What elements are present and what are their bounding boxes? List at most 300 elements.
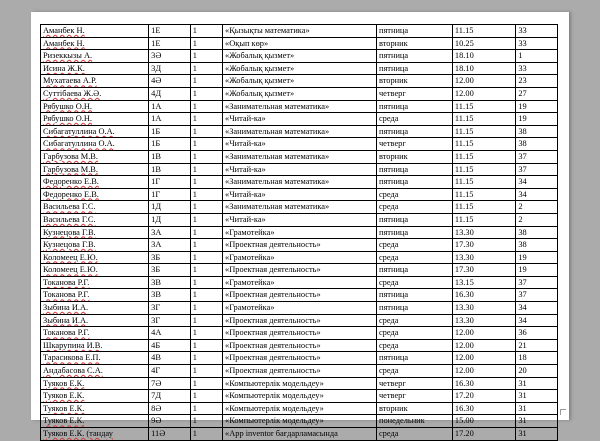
page-corner-mark xyxy=(560,409,566,415)
hours-cell[interactable]: 1 xyxy=(190,163,222,176)
hours-cell[interactable]: 1 xyxy=(190,50,222,63)
room-cell[interactable]: 20 xyxy=(516,365,558,378)
class-cell[interactable]: 7Ә xyxy=(149,377,191,390)
teacher-name-text: Мухатаева А.Р. xyxy=(43,76,97,86)
course-cell[interactable]: «Читай-ка» xyxy=(223,188,377,201)
table-row xyxy=(41,138,558,151)
hours-cell[interactable]: 1 xyxy=(190,314,222,327)
room-cell[interactable]: 37 xyxy=(516,163,558,176)
day-cell[interactable]: среда xyxy=(376,314,452,327)
hours-cell[interactable]: 1 xyxy=(190,289,222,302)
time-cell[interactable]: 10.25 xyxy=(452,37,515,50)
room-cell[interactable]: 38 xyxy=(516,138,558,151)
room-cell[interactable]: 33 xyxy=(516,62,558,75)
teacher-name-text: Кузнецова Г.В. xyxy=(43,227,96,237)
time-cell[interactable]: 13.30 xyxy=(452,314,515,327)
table-row xyxy=(41,377,558,390)
hours-cell[interactable]: 1 xyxy=(190,302,222,315)
course-cell[interactable]: «Проектная деятельность» xyxy=(223,314,377,327)
time-cell[interactable]: 16.30 xyxy=(452,289,515,302)
course-cell[interactable]: «Грамотейка» xyxy=(223,302,377,315)
class-cell[interactable]: 1Д xyxy=(149,201,191,214)
day-cell[interactable]: пятница xyxy=(376,125,452,138)
table-row xyxy=(41,113,558,126)
time-cell[interactable]: 11.15 xyxy=(452,138,515,151)
teacher-name-text: Тарасикова Е.П. xyxy=(43,353,101,363)
time-cell[interactable]: 13.30 xyxy=(452,251,515,264)
room-cell[interactable]: 37 xyxy=(516,289,558,302)
hours-cell[interactable]: 1 xyxy=(190,365,222,378)
table-row xyxy=(41,62,558,75)
room-cell[interactable]: 34 xyxy=(516,302,558,315)
table-row xyxy=(41,251,558,264)
course-cell[interactable]: «Читай-ка» xyxy=(223,163,377,176)
day-cell[interactable]: среда xyxy=(376,201,452,214)
day-cell[interactable]: понедельник xyxy=(376,415,452,428)
room-cell[interactable]: 19 xyxy=(516,264,558,277)
time-cell[interactable]: 11.15 xyxy=(452,150,515,163)
class-cell[interactable]: 7Д xyxy=(149,390,191,403)
room-cell[interactable]: 27 xyxy=(516,87,558,100)
room-cell[interactable]: 1 xyxy=(516,50,558,63)
course-cell[interactable]: «Читай-ка» xyxy=(223,213,377,226)
teacher-name-cell[interactable] xyxy=(41,302,149,315)
teacher-name-text: Гарбузова М.В. xyxy=(43,164,98,174)
teacher-name-text: Федоренко Е.В. xyxy=(43,177,99,187)
teacher-name-cell[interactable] xyxy=(41,377,149,390)
day-cell[interactable]: вторник xyxy=(376,150,452,163)
time-cell[interactable]: 18.10 xyxy=(452,62,515,75)
teacher-name-text: Сибагатуллина О.А. xyxy=(43,126,115,136)
hours-cell[interactable]: 1 xyxy=(190,201,222,214)
course-cell[interactable]: «Читай-ка» xyxy=(223,113,377,126)
day-cell[interactable]: среда xyxy=(376,113,452,126)
teacher-name-cell[interactable] xyxy=(41,75,149,88)
course-cell[interactable]: «Оқып көр» xyxy=(223,37,377,50)
room-cell[interactable]: 38 xyxy=(516,125,558,138)
day-cell[interactable]: пятница xyxy=(376,264,452,277)
time-cell[interactable]: 11.15 xyxy=(452,176,515,189)
teacher-name-cell[interactable] xyxy=(41,314,149,327)
hours-cell[interactable]: 1 xyxy=(190,390,222,403)
class-cell[interactable]: 1Б xyxy=(149,125,191,138)
teacher-name-cell[interactable] xyxy=(41,125,149,138)
hours-cell[interactable]: 1 xyxy=(190,150,222,163)
teacher-name-text: Туяков Е.К. xyxy=(43,416,85,426)
course-cell[interactable]: «Читай-ка» xyxy=(223,138,377,151)
course-cell[interactable]: «Қызықты математика» xyxy=(223,25,377,38)
class-cell[interactable]: 3Г xyxy=(149,314,191,327)
room-cell[interactable]: 2 xyxy=(516,201,558,214)
teacher-name-cell[interactable] xyxy=(41,352,149,365)
time-cell[interactable]: 12.00 xyxy=(452,339,515,352)
teacher-name-cell[interactable] xyxy=(41,37,149,50)
class-cell[interactable]: 3А xyxy=(149,226,191,239)
day-cell[interactable]: пятница xyxy=(376,62,452,75)
teacher-name-cell[interactable] xyxy=(41,176,149,189)
course-cell[interactable]: «Занимательная математика» xyxy=(223,100,377,113)
class-cell[interactable]: 3Б xyxy=(149,251,191,264)
class-cell[interactable]: 4Б xyxy=(149,339,191,352)
teacher-name-cell[interactable] xyxy=(41,188,149,201)
hours-cell[interactable]: 1 xyxy=(190,264,222,277)
teacher-name-cell[interactable] xyxy=(41,402,149,415)
time-cell[interactable]: 11.15 xyxy=(452,201,515,214)
day-cell[interactable]: пятница xyxy=(376,50,452,63)
course-cell[interactable]: «Компьютерлік модельдеу» xyxy=(223,402,377,415)
teacher-name-cell[interactable] xyxy=(41,150,149,163)
table-row xyxy=(41,302,558,315)
room-cell[interactable]: 33 xyxy=(516,37,558,50)
room-cell[interactable]: 31 xyxy=(516,377,558,390)
hours-cell[interactable]: 1 xyxy=(190,339,222,352)
teacher-name-cell[interactable] xyxy=(41,25,149,38)
teacher-name-cell[interactable] xyxy=(41,62,149,75)
teacher-name-text: Рябушко О.Н. xyxy=(43,101,92,111)
teacher-name-cell[interactable] xyxy=(41,264,149,277)
table-row xyxy=(41,25,558,38)
day-cell[interactable]: четверг xyxy=(376,390,452,403)
class-cell[interactable]: 4Ә xyxy=(149,75,191,88)
day-cell[interactable]: пятница xyxy=(376,213,452,226)
hours-cell[interactable]: 1 xyxy=(190,226,222,239)
teacher-name-cell[interactable] xyxy=(41,201,149,214)
course-cell[interactable]: «Занимательная математика» xyxy=(223,125,377,138)
day-cell[interactable]: среда xyxy=(376,239,452,252)
hours-cell[interactable]: 1 xyxy=(190,377,222,390)
time-cell[interactable]: 11.15 xyxy=(452,113,515,126)
teacher-name-text: Токанова Р.Г. xyxy=(43,328,90,338)
hours-cell[interactable]: 1 xyxy=(190,188,222,201)
table-row xyxy=(41,163,558,176)
table-row xyxy=(41,201,558,214)
room-cell[interactable]: 31 xyxy=(516,402,558,415)
day-cell[interactable]: среда xyxy=(376,339,452,352)
teacher-name-text: Федоренко Е.В. xyxy=(43,189,99,199)
time-cell[interactable]: 17.20 xyxy=(452,428,515,441)
room-cell[interactable]: 37 xyxy=(516,276,558,289)
teacher-name-cell[interactable] xyxy=(41,251,149,264)
course-cell[interactable]: «Проектная деятельность» xyxy=(223,264,377,277)
class-cell[interactable]: 1Д xyxy=(149,213,191,226)
teacher-name-cell[interactable] xyxy=(41,327,149,340)
class-cell[interactable]: 4Д xyxy=(149,87,191,100)
day-cell[interactable]: среда xyxy=(376,276,452,289)
hours-cell[interactable]: 1 xyxy=(190,239,222,252)
course-cell[interactable]: «Занимательная математика» xyxy=(223,176,377,189)
hours-cell[interactable]: 1 xyxy=(190,100,222,113)
table-row xyxy=(41,402,558,415)
hours-cell[interactable]: 1 xyxy=(190,276,222,289)
teacher-name-cell[interactable] xyxy=(41,87,149,100)
table-row xyxy=(41,188,558,201)
time-cell[interactable]: 11.15 xyxy=(452,25,515,38)
room-cell[interactable]: 18 xyxy=(516,352,558,365)
teacher-name-text: Туяков Е.К. (тандау xyxy=(43,429,113,438)
teacher-name-text: Туяков Е.К. xyxy=(43,378,85,388)
table-row xyxy=(41,365,558,378)
room-cell[interactable]: 34 xyxy=(516,176,558,189)
teacher-name-cell[interactable] xyxy=(41,163,149,176)
table-row xyxy=(41,100,558,113)
time-cell[interactable]: 13.30 xyxy=(452,226,515,239)
hours-cell[interactable]: 1 xyxy=(190,251,222,264)
class-cell[interactable]: 3А xyxy=(149,239,191,252)
teacher-name-cell[interactable] xyxy=(41,100,149,113)
course-cell[interactable]: «Занимательная математика» xyxy=(223,150,377,163)
class-cell[interactable]: 1А xyxy=(149,100,191,113)
room-cell[interactable]: 37 xyxy=(516,150,558,163)
teacher-name-cell[interactable] xyxy=(41,113,149,126)
time-cell[interactable]: 11.15 xyxy=(452,125,515,138)
course-cell[interactable]: «Жобалық қызмет» xyxy=(223,62,377,75)
class-cell[interactable]: 4Г xyxy=(149,365,191,378)
course-cell[interactable]: «Занимательная математика» xyxy=(223,201,377,214)
class-cell[interactable]: 3В xyxy=(149,276,191,289)
course-cell[interactable]: «Проектная деятельность» xyxy=(223,239,377,252)
class-cell[interactable]: 3В xyxy=(149,289,191,302)
hours-cell[interactable]: 1 xyxy=(190,176,222,189)
teacher-name-text: Андабасова С.А. xyxy=(43,366,103,376)
hours-cell[interactable]: 1 xyxy=(190,213,222,226)
room-cell[interactable]: 23 xyxy=(516,75,558,88)
teacher-name-text: Васильева Г.С. xyxy=(43,214,96,224)
course-cell[interactable]: «Компьютерлік модельдеу» xyxy=(223,377,377,390)
course-cell[interactable]: «Проектная деятельность» xyxy=(223,352,377,365)
class-cell[interactable]: 4А xyxy=(149,327,191,340)
teacher-name-cell[interactable] xyxy=(41,50,149,63)
course-cell[interactable]: «Грамотейка» xyxy=(223,276,377,289)
hours-cell[interactable]: 1 xyxy=(190,428,222,441)
room-cell[interactable]: 34 xyxy=(516,188,558,201)
teacher-name-text: Гарбузова М.В. xyxy=(43,151,98,161)
day-cell[interactable]: пятница xyxy=(376,352,452,365)
time-cell[interactable]: 12.00 xyxy=(452,365,515,378)
teacher-name-cell[interactable] xyxy=(41,138,149,151)
table-row xyxy=(41,226,558,239)
course-cell[interactable]: «Жобалық қызмет» xyxy=(223,50,377,63)
class-cell[interactable]: 3Б xyxy=(149,264,191,277)
hours-cell[interactable]: 1 xyxy=(190,113,222,126)
hours-cell[interactable]: 1 xyxy=(190,62,222,75)
hours-cell[interactable]: 1 xyxy=(190,327,222,340)
table-row xyxy=(41,352,558,365)
time-cell[interactable]: 16.30 xyxy=(452,402,515,415)
teacher-name-text: Ризеккызы А. xyxy=(43,51,93,61)
time-cell[interactable]: 11.15 xyxy=(452,188,515,201)
teacher-name-cell[interactable] xyxy=(41,289,149,302)
teacher-name-text: Суттібаева Ж.Ә. xyxy=(43,88,102,98)
teacher-name-text: Кузнецова Г.В. xyxy=(43,240,96,250)
schedule-table-body xyxy=(41,25,558,441)
day-cell[interactable]: четверг xyxy=(376,138,452,151)
table-row xyxy=(41,50,558,63)
class-cell[interactable]: 4В xyxy=(149,352,191,365)
time-cell[interactable]: 16.30 xyxy=(452,377,515,390)
room-cell[interactable]: 19 xyxy=(516,113,558,126)
teacher-name-cell[interactable] xyxy=(41,390,149,403)
class-cell[interactable]: 8Ә xyxy=(149,402,191,415)
time-cell[interactable]: 17.20 xyxy=(452,390,515,403)
table-row xyxy=(41,428,558,441)
table-row xyxy=(41,176,558,189)
teacher-name-text: Коломеец Е.Ю. xyxy=(43,252,98,262)
teacher-name-text: Туяков Е.К. xyxy=(43,403,85,413)
table-row xyxy=(41,37,558,50)
time-cell[interactable]: 13.15 xyxy=(452,276,515,289)
day-cell[interactable]: пятница xyxy=(376,176,452,189)
room-cell[interactable]: 34 xyxy=(516,314,558,327)
teacher-name-cell[interactable] xyxy=(41,415,149,428)
class-cell[interactable]: 11Ә xyxy=(149,428,191,441)
day-cell[interactable]: пятница xyxy=(376,25,452,38)
time-cell[interactable]: 17.30 xyxy=(452,264,515,277)
day-cell[interactable]: пятница xyxy=(376,100,452,113)
course-cell[interactable]: «Проектная деятельность» xyxy=(223,365,377,378)
course-cell[interactable]: «Проектная деятельность» xyxy=(223,339,377,352)
day-cell[interactable]: среда xyxy=(376,327,452,340)
room-cell[interactable]: 33 xyxy=(516,25,558,38)
day-cell[interactable]: среда xyxy=(376,428,452,441)
day-cell[interactable]: четверг xyxy=(376,87,452,100)
teacher-name-cell[interactable] xyxy=(41,213,149,226)
time-cell[interactable]: 15.00 xyxy=(452,415,515,428)
table-row xyxy=(41,276,558,289)
class-cell[interactable]: 1Е xyxy=(149,37,191,50)
table-row xyxy=(41,125,558,138)
table-row xyxy=(41,75,558,88)
course-cell[interactable]: «Компьютерлік модельдеу» xyxy=(223,390,377,403)
day-cell[interactable]: вторник xyxy=(376,402,452,415)
day-cell[interactable]: среда xyxy=(376,251,452,264)
day-cell[interactable]: среда xyxy=(376,188,452,201)
day-cell[interactable]: пятница xyxy=(376,289,452,302)
room-cell[interactable]: 21 xyxy=(516,339,558,352)
teacher-name-text: Аманбек Н. xyxy=(43,26,85,35)
course-cell[interactable]: «Грамотейка» xyxy=(223,251,377,264)
course-cell[interactable]: «Компьютерлік модельдеу» xyxy=(223,415,377,428)
class-cell[interactable]: 1Е xyxy=(149,25,191,38)
day-cell[interactable]: среда xyxy=(376,365,452,378)
teacher-name-text: Коломеец Е.Ю. xyxy=(43,265,98,275)
table-row xyxy=(41,289,558,302)
schedule-table xyxy=(40,24,558,441)
course-cell[interactable]: «Жобалық қызмет» xyxy=(223,75,377,88)
course-cell[interactable]: «Жобалық қызмет» xyxy=(223,87,377,100)
teacher-name-text: Аманбек Н. xyxy=(43,38,85,48)
room-cell[interactable]: 31 xyxy=(516,428,558,441)
teacher-name-cell[interactable] xyxy=(41,339,149,352)
hours-cell[interactable]: 1 xyxy=(190,25,222,38)
teacher-name-cell[interactable] xyxy=(41,276,149,289)
table-row xyxy=(41,87,558,100)
class-cell[interactable]: 3Д xyxy=(149,62,191,75)
class-cell[interactable]: 1В xyxy=(149,163,191,176)
teacher-name-text: Токанова Р.Г. xyxy=(43,290,90,300)
course-cell[interactable]: «Грамотейка» xyxy=(223,226,377,239)
teacher-name-cell[interactable] xyxy=(41,239,149,252)
hours-cell[interactable]: 1 xyxy=(190,402,222,415)
time-cell[interactable]: 13.30 xyxy=(452,302,515,315)
room-cell[interactable]: 38 xyxy=(516,239,558,252)
table-row xyxy=(41,314,558,327)
room-cell[interactable]: 2 xyxy=(516,213,558,226)
table-row xyxy=(41,213,558,226)
teacher-name-cell[interactable] xyxy=(41,226,149,239)
room-cell[interactable]: 19 xyxy=(516,100,558,113)
time-cell[interactable]: 11.15 xyxy=(452,213,515,226)
teacher-name-cell[interactable] xyxy=(41,365,149,378)
day-cell[interactable]: пятница xyxy=(376,302,452,315)
time-cell[interactable]: 11.15 xyxy=(452,163,515,176)
table-row xyxy=(41,415,558,428)
class-cell[interactable]: 3Г xyxy=(149,302,191,315)
class-cell[interactable]: 1Б xyxy=(149,138,191,151)
class-cell[interactable]: 1В xyxy=(149,150,191,163)
day-cell[interactable]: пятница xyxy=(376,226,452,239)
time-cell[interactable]: 12.00 xyxy=(452,352,515,365)
table-row xyxy=(41,239,558,252)
teacher-name-text: Зыбина И.А. xyxy=(43,303,89,313)
class-cell[interactable]: 1Г xyxy=(149,176,191,189)
hours-cell[interactable]: 1 xyxy=(190,352,222,365)
hours-cell[interactable]: 1 xyxy=(190,37,222,50)
time-cell[interactable]: 17.30 xyxy=(452,239,515,252)
room-cell[interactable]: 31 xyxy=(516,390,558,403)
class-cell[interactable]: 1Г xyxy=(149,188,191,201)
room-cell[interactable]: 36 xyxy=(516,327,558,340)
day-cell[interactable]: вторник xyxy=(376,37,452,50)
table-row xyxy=(41,327,558,340)
time-cell[interactable]: 12.00 xyxy=(452,327,515,340)
teacher-name-text: Токанова Р.Г. xyxy=(43,277,90,287)
class-cell[interactable]: 9Ә xyxy=(149,415,191,428)
room-cell[interactable]: 38 xyxy=(516,226,558,239)
hours-cell[interactable]: 1 xyxy=(190,125,222,138)
hours-cell[interactable]: 1 xyxy=(190,75,222,88)
course-cell[interactable]: «App inventor бағдарламасында xyxy=(223,428,377,441)
table-row xyxy=(41,339,558,352)
table-row xyxy=(41,264,558,277)
room-cell[interactable]: 19 xyxy=(516,251,558,264)
time-cell[interactable]: 18.10 xyxy=(452,50,515,63)
time-cell[interactable]: 12.00 xyxy=(452,75,515,88)
teacher-name-text: Шкарупина И.В. xyxy=(43,340,103,350)
hours-cell[interactable]: 1 xyxy=(190,138,222,151)
hours-cell[interactable]: 1 xyxy=(190,87,222,100)
teacher-name-text: Васильева Г.С. xyxy=(43,202,96,212)
class-cell[interactable]: 1А xyxy=(149,113,191,126)
document-page xyxy=(31,12,569,438)
table-row xyxy=(41,390,558,403)
day-cell[interactable]: вторник xyxy=(376,75,452,88)
day-cell[interactable]: четверг xyxy=(376,377,452,390)
day-cell[interactable]: пятница xyxy=(376,163,452,176)
course-cell[interactable]: «Проектная деятельность» xyxy=(223,289,377,302)
teacher-name-text: Сибагатуллина О.А. xyxy=(43,139,115,149)
class-cell[interactable]: 3Ә xyxy=(149,50,191,63)
teacher-name-text: Туяков Е.К. xyxy=(43,391,85,401)
teacher-name-cell[interactable] xyxy=(41,428,149,441)
teacher-name-text: Зыбина И.А. xyxy=(43,315,89,325)
teacher-name-text: Исина Ж.К. xyxy=(43,63,85,73)
time-cell[interactable]: 12.00 xyxy=(452,87,515,100)
hours-cell[interactable]: 1 xyxy=(190,415,222,428)
teacher-name-text: Рябушко О.Н. xyxy=(43,114,92,124)
time-cell[interactable]: 11.15 xyxy=(452,100,515,113)
room-cell[interactable]: 31 xyxy=(516,415,558,428)
course-cell[interactable]: «Проектная деятельность» xyxy=(223,327,377,340)
